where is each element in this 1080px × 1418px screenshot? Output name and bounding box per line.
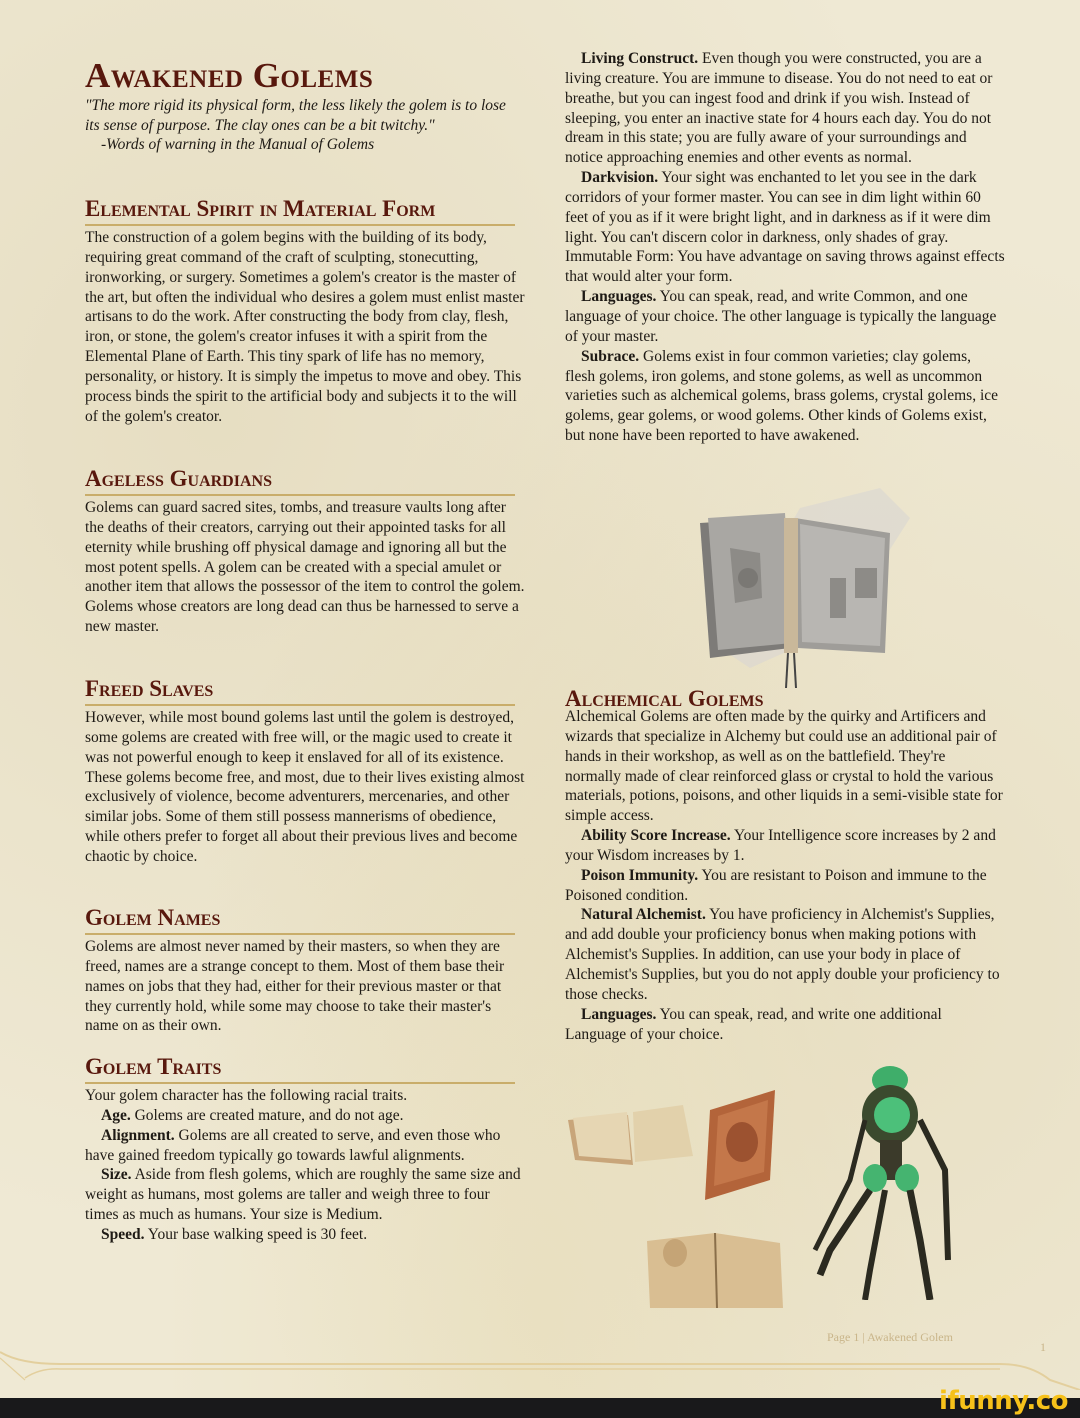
trait-languages-alchemical: Languages. You can speak, read, and write one additional Language of your choice. bbox=[565, 1005, 942, 1043]
section-body bbox=[565, 707, 1005, 1044]
trait-ability-score: Ability Score Increase. Your Intelligence score increases by 2 and your Wisdom increases by 1. bbox=[565, 827, 996, 864]
alchemical-intro: Alchemical Golems are often made by the quirky and Artificers and wizards that specialize in Alchemy but could use an additional pair of hands in their workshop, as well as on the battlefield. They're normally made of clear reinforced glass or crystal to hold the various materials, potions, poisons, and other liquids in a semi-visible state for simple access. bbox=[565, 708, 1003, 825]
page-title: Awakened Golems bbox=[85, 56, 374, 95]
section-body: Golems are almost never named by their masters, so when they are freed, names are a strange concept to them. Most of them base their names on jobs that they had, either for their previous master or that they currently hold, while some may choose to take their master's name on as their own. bbox=[85, 938, 505, 1035]
epigraph bbox=[85, 96, 515, 155]
section-heading: Freed Slaves bbox=[85, 676, 515, 706]
trait-alignment: Alignment. Golems are all created to serve, and even those who have gained freedom typically go towards lawful alignments. bbox=[85, 1126, 501, 1164]
section-body: The construction of a golem begins with the building of its body, requiring great command of the craft of sculpting, stonecutting, ironworking, or surgery. Sometimes a golem's creator is the master of the art, but often the individual who desires a golem must enlist master artisans to do the work. After constructing the body from clay, flesh, iron, or stone, the golem's creator infuses it with a spirit from the Elemental Plane of Earth. This tiny spark of life has no memory, personality, or history. It is simply the impetus to move and obey. This process binds the spirit to the artificial body and subjects it to the will of the golem's creator. bbox=[85, 229, 525, 425]
stone-book-illustration bbox=[680, 478, 910, 688]
trait-languages: Languages. You can speak, read, and write Common, and one language of your choice. The other language is typically the language of your master. bbox=[565, 288, 997, 345]
traits-list-continued bbox=[565, 49, 1005, 446]
trait-living-construct: Living Construct. Even though you were constructed, you are a living creature. You are immune to disease. You do not need to eat or breathe, but you can ingest food and drink if you wish. Instead of sleeping, you enter an inactive state for 4 hours each day. You do not dream in this state; you are fully aware of your surroundings and notice approaching enemies and other events as normal. bbox=[565, 50, 993, 167]
trait-natural-alchemist: Natural Alchemist. You have proficiency in Alchemist's Supplies, and add double your proficiency bonus when making potions with Alchemist's Supplies. In addition, can use your body in place of Alchemist's Supplies, but you do not apply double your proficiency to those checks. bbox=[565, 906, 1000, 1003]
footer-text: Page 1 | Awakened Golem bbox=[827, 1330, 953, 1344]
watermark-bar bbox=[0, 1386, 1080, 1418]
section-body: Golems can guard sacred sites, tombs, and treasure vaults long after the deaths of their creators, carrying out their appointed tasks for all eternity while brushing off physical damage and ignoring all but the most potent spells. A golem can be created with a special amulet or another item that allows the possessor of the item to control the golem. Golems whose creators are long dead can thus be harnessed to serve a new master. bbox=[85, 499, 525, 636]
traits-list bbox=[85, 1086, 525, 1245]
trait-size: Size. Aside from flesh golems, which are roughly the same size and weight as humans, most golems are taller and weigh three to four times as much as humans. Your size is Medium. bbox=[85, 1166, 521, 1224]
trait-age: Age. Golems are created mature, and do not age. bbox=[101, 1106, 404, 1124]
section-heading: Golem Traits bbox=[85, 1054, 515, 1084]
footer-ornament-line bbox=[0, 1350, 1080, 1390]
epigraph-quote: "The more rigid its physical form, the less likely the golem is to lose its sense of purpose. The clay ones can be a bit twitchy." bbox=[85, 97, 506, 134]
ifunny-watermark: ifunny.co bbox=[939, 1386, 1068, 1416]
trait-poison-immunity: Poison Immunity. You are resistant to Poison and immune to the Poisoned condition. bbox=[565, 866, 987, 904]
trait-speed: Speed. Your base walking speed is 30 feet. bbox=[101, 1225, 368, 1243]
page-number: 1 bbox=[1040, 1340, 1046, 1354]
flesh-book-illustration bbox=[645, 1233, 785, 1308]
alchemical-golem-illustration bbox=[810, 1060, 970, 1300]
section-heading: Golem Names bbox=[85, 905, 515, 935]
section-heading: Ageless Guardians bbox=[85, 466, 515, 496]
section-heading: Alchemical Golems bbox=[565, 686, 764, 711]
trait-subrace: Subrace. Golems exist in four common varieties; clay golems, flesh golems, iron golems, and stone golems, as well as uncommon varieties such as alchemical golems, brass golems, crystal golems, ice golems, gear golems, or wood golems. Other kinds of Golems exist, but none have been reported to have awakened. bbox=[565, 347, 999, 445]
section-heading: Elemental Spirit in Material Form bbox=[85, 196, 515, 226]
section-body: However, while most bound golems last until the golem is destroyed, some golems are created with free will, or the magic used to create it was not powerful enough to keep it enslaved for all of its existence. These golems become free, and most, due to their lives existing almost exclusively of violence, become adventurers, mercenaries, and other similar jobs. Some of them still possess mannerisms of obedience, while others prefer to forget all about their previous lives and become chaotic by choice. bbox=[85, 709, 525, 865]
trait-darkvision: Darkvision. Your sight was enchanted to let you see in the dark corridors of your former master. You can see in dim light within 60 feet of you as if it were bright light, and in darkness as if it were dim light. You can't discern color in darkness, only shades of gray. Immutable Form: You have advantage on saving throws against effects that would alter your form. bbox=[565, 169, 1005, 286]
epigraph-attribution: -Words of warning in the Manual of Golems bbox=[101, 136, 375, 153]
traits-intro: Your golem character has the following racial traits. bbox=[85, 1087, 408, 1104]
clay-book-illustration bbox=[700, 1090, 780, 1200]
